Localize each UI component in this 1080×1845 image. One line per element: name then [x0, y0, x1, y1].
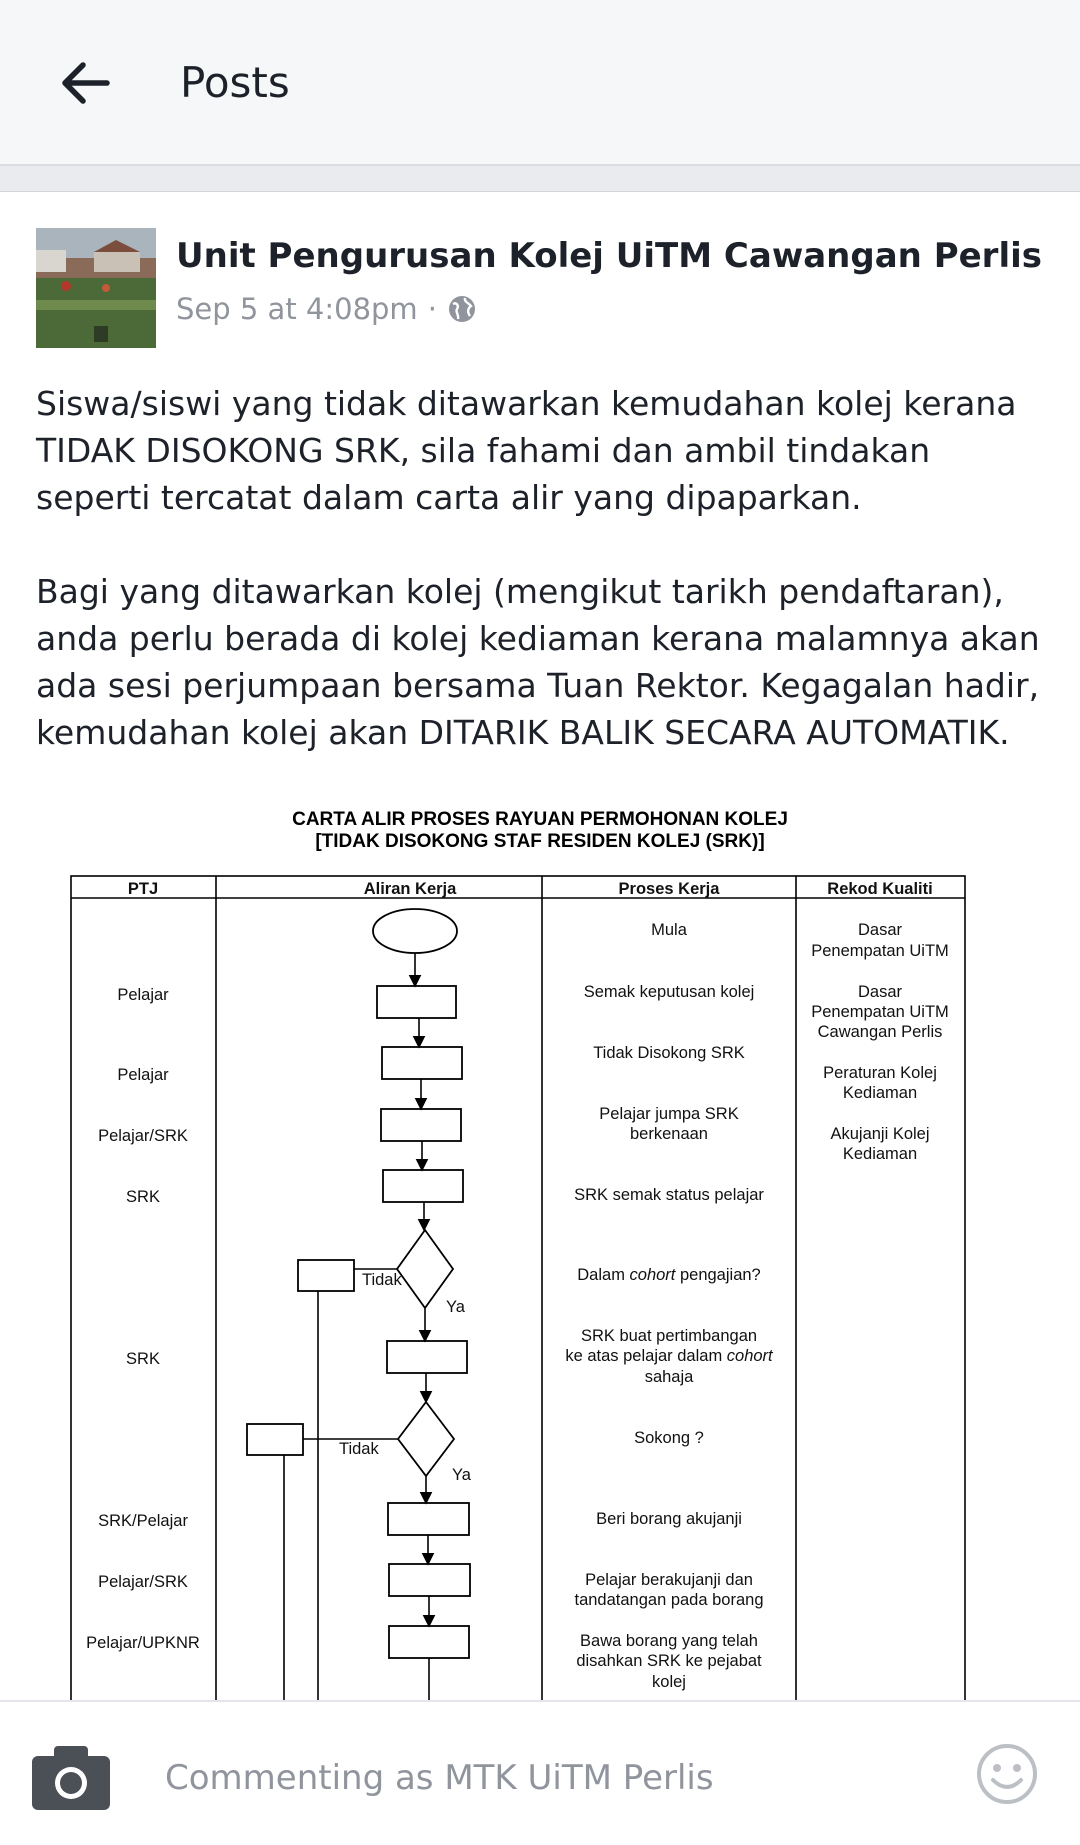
header-rekod-kualiti: Rekod Kualiti	[827, 880, 933, 898]
flow-process-box	[247, 1424, 303, 1455]
proses-cell: Mula	[651, 921, 687, 939]
ptj-cell: Pelajar/SRK	[98, 1127, 188, 1145]
branch-label-ya: Ya	[446, 1298, 465, 1316]
header-divider	[0, 166, 1080, 192]
branch-label-tidak: Tidak	[362, 1271, 402, 1289]
proses-cell: Bawa borang yang telah	[580, 1632, 758, 1650]
back-button[interactable]	[50, 48, 120, 118]
proses-text-italic: cohort	[726, 1347, 773, 1365]
avatar-photo	[36, 228, 156, 348]
header-aliran-kerja: Aliran Kerja	[363, 880, 457, 898]
flow-process-box	[382, 1047, 462, 1079]
camera-button[interactable]	[30, 1742, 112, 1812]
rekod-cell: Penempatan UiTM	[811, 942, 949, 960]
flow-process-box	[387, 1341, 467, 1373]
post-header	[36, 228, 1046, 350]
proses-cell	[565, 1347, 774, 1365]
comment-bar	[0, 1700, 1080, 1845]
proses-cell: SRK semak status pelajar	[574, 1186, 764, 1204]
page-avatar[interactable]	[36, 228, 156, 348]
proses-text: pengajian?	[675, 1266, 761, 1284]
flow-process-box	[389, 1564, 470, 1596]
smiley-icon	[975, 1742, 1039, 1806]
rekod-cell: Dasar	[857, 983, 903, 1001]
proses-cell: Pelajar berakujanji dan	[585, 1571, 753, 1589]
top-app-bar	[0, 0, 1080, 166]
proses-text: ke atas pelajar dalam	[565, 1347, 727, 1365]
header-ptj: PTJ	[127, 880, 159, 898]
flow-process-box	[298, 1260, 354, 1291]
flow-process-box	[388, 1503, 469, 1535]
proses-cell: SRK buat pertimbangan	[580, 1327, 758, 1345]
ptj-cell: Pelajar/SRK	[98, 1573, 188, 1591]
meta-separator: ·	[427, 292, 437, 326]
rekod-cell: Kediaman	[842, 1145, 918, 1163]
rekod-cell: Peraturan Kolej	[823, 1064, 937, 1082]
proses-cell	[577, 1266, 760, 1284]
flow-decision-diamond	[398, 1402, 454, 1476]
comment-input[interactable]	[165, 1750, 925, 1806]
proses-cell: Beri borang akujanji	[596, 1510, 742, 1528]
back-arrow-icon	[57, 55, 113, 111]
ptj-cell: Pelajar	[117, 986, 169, 1004]
branch-label-ya: Ya	[452, 1466, 471, 1484]
post-meta	[176, 292, 477, 326]
proses-cell: disahkan SRK ke pejabat	[576, 1652, 762, 1670]
ptj-cell: Pelajar	[117, 1066, 169, 1084]
flow-process-box	[383, 1170, 463, 1202]
proses-cell: sahaja	[644, 1368, 694, 1386]
camera-icon	[30, 1742, 112, 1812]
flow-decision-diamond	[397, 1230, 453, 1308]
globe-icon	[447, 294, 477, 324]
proses-cell: Pelajar jumpa SRK	[599, 1105, 739, 1123]
post-paragraph: Bagi yang ditawarkan kolej (mengikut tarikh pendaftaran), anda perlu berada di kolej kediaman kerana malamnya akan ada sesi perjumpaan bersama Tuan Rektor. Kegagalan hadir, kemudahan kolej akan DITARIK BALIK SECARA AUTOMATIK.	[36, 572, 1040, 752]
page-title: Posts	[180, 58, 290, 107]
post-image-flowchart[interactable]	[0, 790, 1080, 1700]
ptj-cell: SRK/Pelajar	[98, 1512, 188, 1530]
ptj-cell: Pelajar/UPKNR	[86, 1634, 200, 1652]
post-author-name[interactable]: Unit Pengurusan Kolej UiTM Cawangan Perlis	[176, 236, 1042, 276]
proses-text-italic: cohort	[629, 1266, 676, 1284]
rekod-cell: Dasar	[857, 921, 903, 939]
flowchart-table-grid	[71, 876, 965, 1700]
proses-cell: tandatangan pada borang	[574, 1591, 764, 1609]
rekod-cell: Akujanji Kolej	[830, 1125, 930, 1143]
proses-cell: berkenaan	[630, 1125, 708, 1143]
rekod-cell: Penempatan UiTM	[811, 1003, 949, 1021]
post-timestamp[interactable]: Sep 5 at 4:08pm	[176, 292, 418, 326]
rekod-cell: Cawangan Perlis	[817, 1023, 943, 1041]
flowchart-title-line1: CARTA ALIR PROSES RAYUAN PERMOHONAN KOLEJ	[292, 809, 788, 830]
header-proses-kerja: Proses Kerja	[618, 880, 720, 898]
emoji-button[interactable]	[975, 1742, 1039, 1806]
proses-text: Dalam	[577, 1266, 630, 1284]
flowchart-title-line2: [TIDAK DISOKONG STAF RESIDEN KOLEJ (SRK)]	[315, 831, 765, 852]
flow-process-box	[377, 986, 456, 1018]
ptj-cell: SRK	[126, 1188, 160, 1206]
proses-cell: Sokong ?	[634, 1429, 704, 1447]
flow-process-box	[381, 1109, 461, 1141]
rekod-cell: Kediaman	[842, 1084, 918, 1102]
flow-start-oval	[373, 909, 457, 953]
flow-process-box	[389, 1626, 469, 1658]
proses-cell: Tidak Disokong SRK	[593, 1044, 745, 1062]
post-paragraph: Siswa/siswi yang tidak ditawarkan kemudahan kolej kerana TIDAK DISOKONG SRK, sila fahami dan ambil tindakan seperti tercatat dalam carta alir yang dipaparkan.	[36, 384, 1017, 517]
ptj-cell: SRK	[126, 1350, 160, 1368]
flowchart-diagram	[0, 790, 1080, 1700]
proses-cell: Semak keputusan kolej	[583, 983, 755, 1001]
proses-cell: kolej	[652, 1673, 686, 1691]
branch-label-tidak: Tidak	[339, 1440, 379, 1458]
post-body	[36, 380, 1046, 756]
